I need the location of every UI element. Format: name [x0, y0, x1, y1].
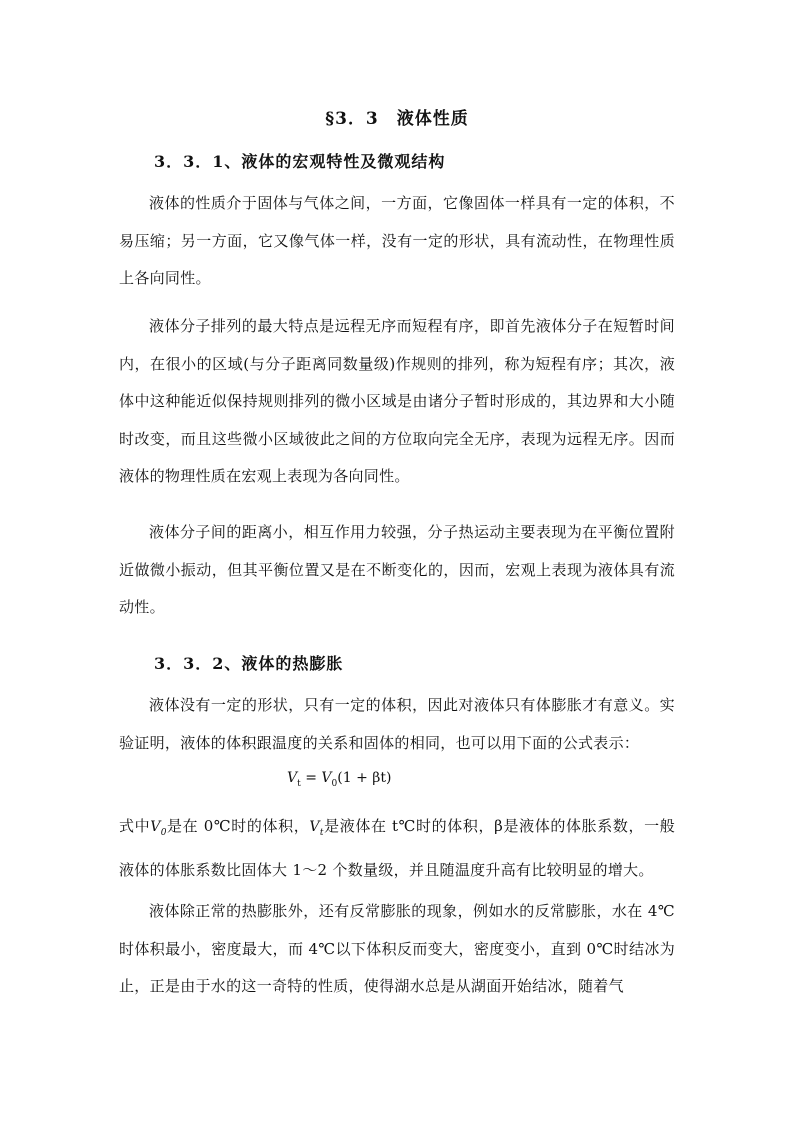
paragraph-1: 液体的性质介于固体与气体之间，一方面，它像固体一样具有一定的体积，不易压缩；另一方面，它又像气体一样，没有一定的形状，具有流动性，在物理性质上各向同性。 — [119, 194, 675, 287]
explanation-part-1: 式中 — [119, 817, 151, 835]
formula-v0: V — [321, 770, 332, 786]
page-title: §3．3 液体性质 — [325, 109, 469, 129]
paragraph-5 — [119, 808, 675, 890]
paragraph-6: 液体除正常的热膨胀外，还有反常膨胀的现象，例如水的反常膨胀，水在 4℃时体积最小，密度最大，而 4℃以下体积反而变大，密度变小，直到 0℃时结冰为止，正是由于水的这一奇特的性质，使得湖水总是从湖面开始结冰，随着气 — [119, 902, 675, 995]
paragraph-4: 液体没有一定的形状，只有一定的体积，因此对液体只有体膨胀才有意义。实验证明，液体的体积跟温度的关系和固体的相同，也可以用下面的公式表示： — [119, 696, 675, 752]
formula-tail: (1 + βt) — [337, 770, 392, 786]
paragraph-3: 液体分子间的距离小，相互作用力较强，分子热运动主要表现为在平衡位置附近做微小振动，但其平衡位置又是在不断变化的，因而，宏观上表现为液体具有流动性。 — [119, 523, 675, 616]
section-heading-2: 3．3．2、液体的热膨胀 — [154, 654, 344, 673]
section-heading-1: 3．3．1、液体的宏观特性及微观结构 — [154, 152, 446, 171]
explanation-part-2: 是在 0℃时的体积， — [166, 817, 310, 835]
volume-formula — [287, 770, 391, 789]
explanation-part-3: 是液体在 t℃时的体积，β是液体的体胀系数，一般液体的体胀系数比固体大 1～2 个数量级，并且随温度升高有比较明显的增大。 — [119, 817, 676, 880]
formula-vt-sub: t — [297, 778, 301, 789]
paragraph-2: 液体分子排列的最大特点是远程无序而短程有序，即首先液体分子在短暂时间内，在很小的区域(与分子距离同数量级)作规则的排列，称为短程有序；其次，液体中这种能近似保持规则排列的微小区域是由诸分子暂时形成的，其边界和大小随时改变，而且这些微小区域彼此之间的方位取向完全无序，表现为远程无序。因而液体的物理性质在宏观上表现为各向同性。 — [119, 317, 675, 485]
formula-equals: = — [300, 770, 322, 786]
formula-v0-sub: 0 — [331, 778, 338, 789]
symbol-v0: $V_0$ — [150, 819, 167, 838]
formula-vt: V — [287, 770, 298, 786]
symbol-vt: $V_t$ — [309, 819, 324, 838]
